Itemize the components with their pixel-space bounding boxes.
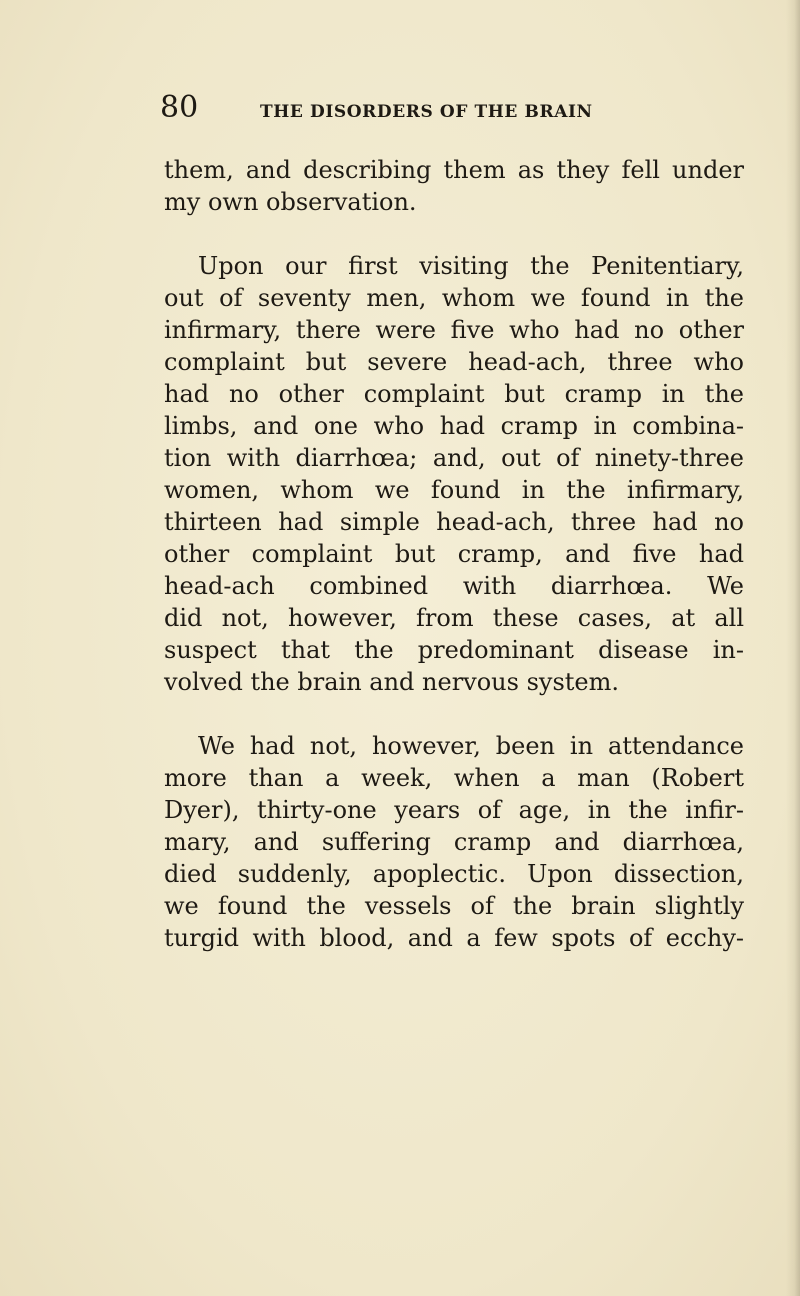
text-line: women, whom we found in the infirmary, bbox=[164, 476, 744, 504]
running-head bbox=[160, 90, 660, 124]
text-line: mary, and suffering cramp and diarrhœa, bbox=[164, 828, 744, 856]
text-line: We had not, however, been in attendance bbox=[198, 732, 744, 760]
text-line: volved the brain and nervous system. bbox=[164, 668, 620, 696]
text-line: them, and describing them as they fell under bbox=[164, 156, 744, 184]
text-line: had no other complaint but cramp in the bbox=[164, 380, 744, 408]
text-line: tion with diarrhœa; and, out of ninety-three bbox=[164, 444, 744, 472]
text-line: Dyer), thirty-one years of age, in the infir- bbox=[164, 796, 744, 824]
running-title: THE DISORDERS OF THE BRAIN bbox=[260, 102, 593, 122]
text-line: we found the vessels of the brain slightly bbox=[164, 892, 744, 920]
text-line: suspect that the predominant disease in- bbox=[164, 636, 744, 664]
text-line: other complaint but cramp, and five had bbox=[164, 540, 744, 568]
text-line: did not, however, from these cases, at all bbox=[164, 604, 744, 632]
paragraph-gap bbox=[164, 698, 744, 730]
page-edge-shadow bbox=[786, 0, 800, 1296]
page-number: 80 bbox=[160, 90, 199, 125]
text-line: limbs, and one who had cramp in combina- bbox=[164, 412, 744, 440]
text-line: turgid with blood, and a few spots of ecchy- bbox=[164, 924, 744, 952]
paragraph bbox=[164, 250, 744, 698]
text-line: infirmary, there were five who had no other bbox=[164, 316, 744, 344]
paragraph-gap bbox=[164, 218, 744, 250]
text-line: out of seventy men, whom we found in the bbox=[164, 284, 744, 312]
text-line: Upon our first visiting the Penitentiary, bbox=[198, 252, 744, 280]
text-line: complaint but severe head-ach, three who bbox=[164, 348, 744, 376]
text-line: died suddenly, apoplectic. Upon dissection, bbox=[164, 860, 744, 888]
body-text bbox=[164, 154, 744, 954]
paragraph bbox=[164, 730, 744, 954]
text-line: head-ach combined with diarrhœa. We bbox=[164, 572, 744, 600]
text-line: my own observation. bbox=[164, 188, 417, 216]
paragraph bbox=[164, 154, 744, 218]
text-line: thirteen had simple head-ach, three had no bbox=[164, 508, 744, 536]
text-line: more than a week, when a man (Robert bbox=[164, 764, 744, 792]
